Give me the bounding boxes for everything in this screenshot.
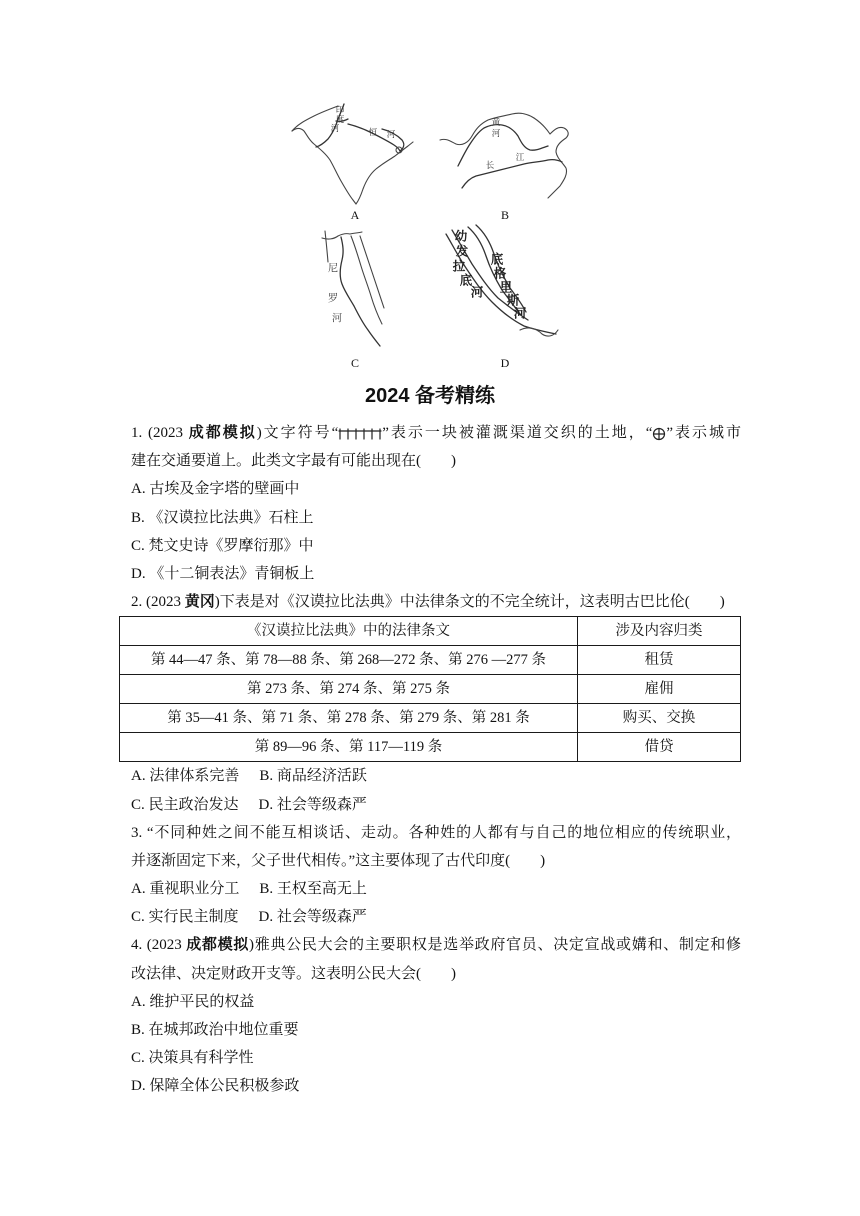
options-row: [131, 875, 741, 903]
option-b[interactable]: B. 商品经济活跃: [259, 768, 367, 785]
map-label: 度: [335, 115, 345, 125]
river-line: [458, 125, 548, 166]
coastline: [351, 236, 382, 324]
table-cell-articles: 第 44—47 条、第 78—88 条、第 268—272 条、第 276 —277 条: [120, 646, 578, 675]
map-label: 长: [485, 161, 495, 171]
map-a-indus-ganges: [285, 98, 415, 208]
option-d[interactable]: D. 社会等级森严: [258, 796, 367, 813]
question-number: 3.: [131, 824, 143, 841]
map-d-mesopotamia: [438, 220, 563, 350]
map-caption-d: D: [500, 356, 510, 370]
law-articles-table: [119, 616, 741, 762]
question-stem-text: ”表示城市: [666, 425, 741, 441]
map-caption-c: C: [350, 356, 359, 370]
option-b[interactable]: B. 王权至高无上: [259, 881, 367, 898]
map-label: 河: [470, 284, 484, 300]
table-row: [120, 646, 741, 675]
question-source: 成都模拟: [186, 937, 250, 954]
question-3-stem-line: 并逐渐固定下来，父子世代相传。”这主要体现了古代印度( ): [131, 852, 546, 869]
map-label: 幼: [454, 228, 468, 244]
question-source: 黄冈: [184, 594, 215, 611]
city-symbol-icon: [652, 427, 666, 441]
map-label: 河: [332, 313, 342, 325]
map-b-yellow-yangtze: [435, 105, 575, 200]
table-cell-category: 借贷: [578, 733, 741, 762]
table-row: [120, 733, 741, 762]
table-cell-category: 租赁: [578, 646, 741, 675]
question-1-stem-line: 建在交通要道上。此类文字最有可能出现在( ): [131, 453, 456, 470]
question-stem-text: ”表示一块被灌溉渠道交织的土地，“: [382, 425, 653, 441]
option-a[interactable]: A. 法律体系完善: [131, 768, 240, 785]
map-label: 江: [515, 153, 525, 163]
table-header-articles: 《汉谟拉比法典》中的法律条文: [120, 617, 578, 646]
question-2-stem-line: [131, 588, 741, 616]
map-label: 里: [499, 279, 513, 295]
map-caption-b: B: [500, 208, 509, 222]
table-cell-articles: 第 35—41 条、第 71 条、第 278 条、第 279 条、第 281 条: [120, 704, 578, 733]
option-c[interactable]: C. 实行民主制度: [131, 909, 239, 926]
coastline: [360, 236, 384, 308]
question-4-stem-line: [131, 931, 741, 959]
map-label: 格: [493, 265, 507, 281]
map-label: 底: [459, 272, 473, 288]
map-label: 河: [513, 305, 527, 321]
option-d[interactable]: D. 保障全体公民积极参政: [131, 1078, 300, 1095]
options-row: [131, 762, 741, 790]
question-stem-text: 雅典公民大会的主要职权是选举政府官员、决定宣战或媾和、制定和修: [254, 937, 742, 954]
option-a[interactable]: A. 重视职业分工: [131, 881, 240, 898]
option-c[interactable]: C. 民主政治发达: [131, 796, 239, 813]
question-source-prefix: (2023: [146, 937, 187, 954]
option-a[interactable]: A. 古埃及金字塔的壁画中: [131, 481, 300, 498]
question-1-stem-line: [131, 419, 741, 447]
question-source-suffix: ): [214, 594, 220, 611]
table-row: [120, 675, 741, 704]
question-stem-text: 文字符号“: [261, 425, 339, 441]
map-label: 印: [335, 106, 345, 116]
map-c-nile: [318, 225, 388, 350]
map-label: 河: [386, 130, 396, 140]
option-c[interactable]: C. 梵文史诗《罗摩衍那》中: [131, 537, 314, 554]
option-d[interactable]: D. 《十二铜表法》青铜板上: [131, 565, 315, 582]
coastline: [520, 328, 558, 336]
map-label: 底: [490, 251, 504, 267]
table-header-row: [120, 617, 741, 646]
options-row: [131, 791, 741, 819]
map-label: 罗: [328, 293, 338, 305]
question-stem-text: “不同种姓之间不能互相谈话、走动。各种姓的人都有与自己的地位相应的传统职业，: [146, 824, 742, 841]
question-source-prefix: (2023: [148, 425, 189, 441]
map-label: 发: [455, 243, 469, 259]
coastline: [534, 118, 568, 198]
map-label: 斯: [506, 292, 520, 308]
table-cell-category: 雇佣: [578, 675, 741, 704]
map-label: 恒: [368, 128, 378, 138]
question-list: [131, 419, 741, 1101]
table-row: [120, 704, 741, 733]
option-c[interactable]: C. 决策具有科学性: [131, 1050, 254, 1067]
question-4-stem-line: 改法律、决定财政开支等。这表明公民大会( ): [131, 965, 456, 982]
question-source-prefix: (2023: [146, 594, 185, 611]
option-b[interactable]: B. 《汉谟拉比法典》石柱上: [131, 509, 314, 526]
option-a[interactable]: A. 维护平民的权益: [131, 993, 255, 1010]
options-row: [131, 903, 741, 931]
question-source-suffix: ): [249, 937, 255, 954]
table-cell-articles: 第 273 条、第 274 条、第 275 条: [120, 675, 578, 704]
map-label: 黄: [491, 118, 501, 128]
section-title: 2024 备考精练: [364, 385, 496, 407]
question-number: 2.: [131, 594, 143, 611]
irrigated-land-symbol-icon: [338, 428, 382, 440]
map-label: 河: [491, 129, 501, 139]
option-b[interactable]: B. 在城邦政治中地位重要: [131, 1022, 299, 1038]
river-line: [462, 160, 562, 188]
map-label: 尼: [328, 263, 338, 275]
question-source: 成都模拟: [188, 425, 257, 441]
map-label: 河: [330, 124, 340, 134]
table-cell-articles: 第 89—96 条、第 117—119 条: [120, 733, 578, 762]
question-number: 4.: [131, 937, 143, 954]
question-source-suffix: ): [256, 425, 262, 441]
map-caption-a: A: [350, 208, 360, 222]
question-number: 1.: [131, 425, 143, 441]
border-line: [325, 231, 328, 262]
question-stem-text: 下表是对《汉谟拉比法典》中法律条文的不完全统计，这表明古巴比伦( ): [219, 594, 725, 611]
table-header-category: 涉及内容归类: [578, 617, 741, 646]
coastline: [322, 232, 362, 239]
map-label: 拉: [452, 258, 466, 274]
question-3-stem-line: [131, 819, 741, 847]
river-line: [340, 237, 380, 346]
table-cell-category: 购买、交换: [578, 704, 741, 733]
option-d[interactable]: D. 社会等级森严: [258, 909, 367, 926]
